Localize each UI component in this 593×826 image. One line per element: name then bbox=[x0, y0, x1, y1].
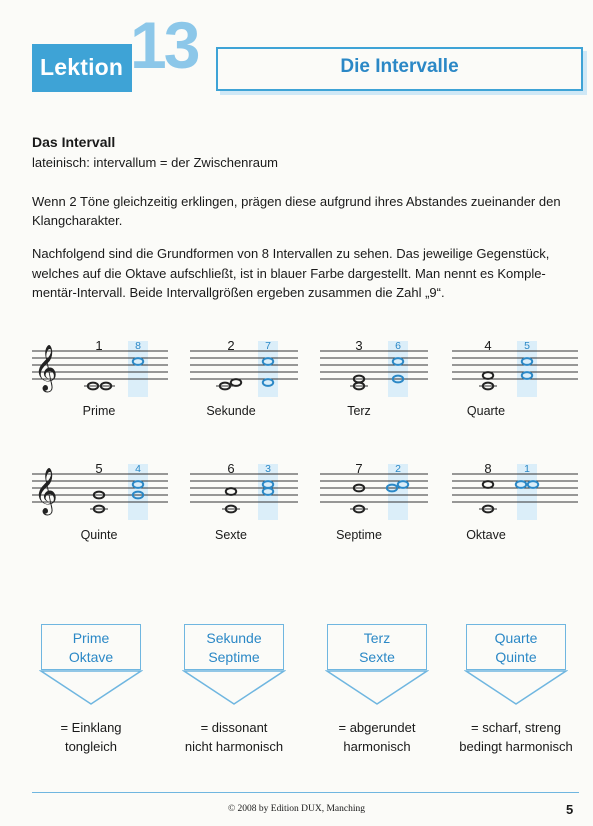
category-line-1: Sekunde bbox=[206, 630, 262, 646]
interval-number: 7 bbox=[355, 461, 363, 476]
page-number: 5 bbox=[566, 802, 574, 817]
note-head-icon bbox=[483, 481, 493, 488]
complement-number: 8 bbox=[135, 340, 141, 352]
complement-number: 3 bbox=[265, 463, 271, 475]
category-line-1: Quarte bbox=[494, 630, 538, 646]
copyright: © 2008 by Edition DUX, Manching bbox=[227, 804, 366, 814]
note-head-icon bbox=[483, 372, 493, 379]
interval-number: 8 bbox=[484, 461, 492, 476]
interval-label: Sekunde bbox=[206, 404, 256, 418]
complement-number: 1 bbox=[524, 463, 530, 475]
footer-rule bbox=[32, 792, 579, 793]
interval-label: Quarte bbox=[466, 404, 506, 418]
category-box bbox=[327, 624, 427, 670]
interval-number: 1 bbox=[95, 338, 103, 353]
interval-label: Prime bbox=[82, 404, 116, 418]
category-line-2: Oktave bbox=[68, 649, 114, 665]
chevron-down-icon bbox=[39, 668, 143, 708]
interval-number: 6 bbox=[227, 461, 235, 476]
interval-label: Quinte bbox=[80, 528, 118, 542]
section-subheading: lateinisch: intervallum = der Zwischenraum bbox=[32, 155, 279, 170]
section-heading: Das Intervall bbox=[32, 134, 116, 150]
chevron-down-icon bbox=[325, 668, 429, 708]
interval-number: 2 bbox=[227, 338, 235, 353]
interval-label: Sexte bbox=[215, 528, 247, 542]
complement-number: 6 bbox=[395, 340, 401, 352]
treble-clef-icon: 𝄞 bbox=[34, 345, 58, 391]
interval-number: 3 bbox=[355, 338, 363, 353]
paragraph-2-line-3: mentär-Intervall. Beide Intervallgrößen ergeben zusammen die Zahl „9“. bbox=[32, 285, 445, 300]
page-title: Die Intervalle bbox=[340, 56, 459, 77]
interval-label: Septime bbox=[336, 528, 382, 542]
interval-number: 5 bbox=[95, 461, 103, 476]
category-box bbox=[184, 624, 284, 670]
interval-number: 4 bbox=[484, 338, 492, 353]
treble-clef-icon: 𝄞 bbox=[34, 468, 58, 514]
paragraph-2-line-1: Nachfolgend sind die Grundformen von 8 Intervallen zu sehen. Das jeweilige Gegenstück, bbox=[32, 246, 550, 261]
complement-number: 2 bbox=[395, 463, 401, 475]
category-line-1: Terz bbox=[363, 630, 391, 646]
category-description-1: = abgerundet bbox=[338, 720, 416, 735]
category-line-2: Quinte bbox=[495, 649, 537, 665]
interval-label: Terz bbox=[347, 404, 371, 418]
lesson-number: 13 bbox=[130, 8, 198, 82]
category-description-1: = dissonant bbox=[200, 720, 268, 735]
category-line-2: Septime bbox=[208, 649, 260, 665]
category-line-2: Sexte bbox=[359, 649, 395, 665]
note-head-icon bbox=[226, 488, 236, 495]
category-description-2: tongleich bbox=[64, 739, 118, 754]
interval-notation bbox=[0, 330, 593, 560]
complement-number: 4 bbox=[135, 463, 141, 475]
note-head-icon bbox=[231, 379, 241, 386]
paragraph-1-line-2: Klangcharakter. bbox=[32, 213, 123, 228]
chevron-down-icon bbox=[182, 668, 286, 708]
category-description-1: = scharf, streng bbox=[471, 720, 561, 735]
paragraph-2-line-2: welches auf die Oktave aufschließt, ist in blauer Farbe dargestellt. Man nennt es Komple- bbox=[32, 266, 546, 281]
category-box bbox=[41, 624, 141, 670]
complement-number: 7 bbox=[265, 340, 271, 352]
complement-number: 5 bbox=[524, 340, 530, 352]
category-description-2: nicht harmonisch bbox=[184, 739, 284, 754]
category-line-1: Prime bbox=[72, 630, 110, 646]
category-description-2: harmonisch bbox=[343, 739, 411, 754]
lesson-label: Lektion bbox=[40, 54, 124, 80]
category-description-1: = Einklang bbox=[60, 720, 122, 735]
interval-label: Oktave bbox=[466, 528, 506, 542]
paragraph-1-line-1: Wenn 2 Töne gleichzeitig erklingen, prägen diese aufgrund ihres Abstandes zueinander den bbox=[32, 194, 561, 209]
chevron-down-icon bbox=[464, 668, 568, 708]
category-box bbox=[466, 624, 566, 670]
category-description-2: bedingt harmonisch bbox=[459, 739, 573, 754]
